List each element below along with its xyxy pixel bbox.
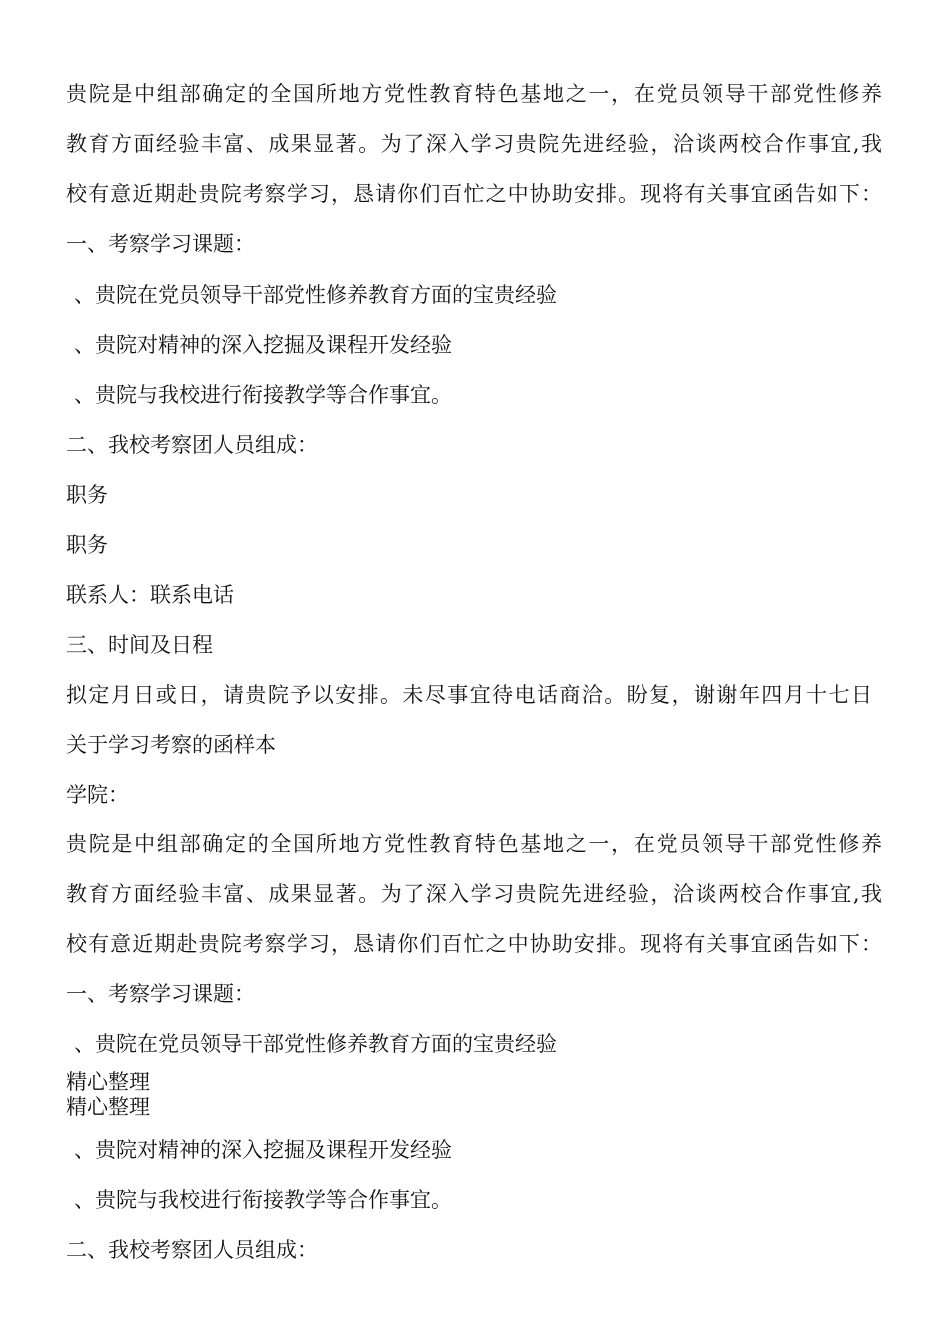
section-heading: 二、我校考察团人员组成： bbox=[66, 433, 318, 457]
paragraph-line: 校有意近期赴贵院考察学习，恳请你们百忙之中协助安排。现将有关事宜函告如下： bbox=[66, 182, 882, 206]
paragraph-line: 教育方面经验丰富、成果显著。为了深入学习贵院先进经验，洽谈两校合作事宜,我 bbox=[66, 882, 882, 906]
section-heading: 一、考察学习课题： bbox=[66, 982, 255, 1006]
paragraph-line: 贵院是中组部确定的全国所地方党性教育特色基地之一，在党员领导干部党性修养 bbox=[66, 832, 882, 856]
paragraph-line: 教育方面经验丰富、成果显著。为了深入学习贵院先进经验，洽谈两校合作事宜,我 bbox=[66, 132, 882, 156]
paragraph-line: 贵院是中组部确定的全国所地方党性教育特色基地之一，在党员领导干部党性修养 bbox=[66, 82, 882, 106]
paragraph-line: 校有意近期赴贵院考察学习，恳请你们百忙之中协助安排。现将有关事宜函告如下： bbox=[66, 932, 882, 956]
section-heading: 二、我校考察团人员组成： bbox=[66, 1238, 318, 1262]
contact-line: 联系人：联系电话 bbox=[66, 583, 234, 607]
list-item: 、贵院对精神的深入挖掘及课程开发经验 bbox=[74, 1138, 452, 1162]
duty-label: 职务 bbox=[66, 533, 108, 557]
section-heading: 三、时间及日程 bbox=[66, 633, 213, 657]
page-footer: 精心整理 bbox=[66, 1070, 150, 1094]
list-item: 、贵院对精神的深入挖掘及课程开发经验 bbox=[74, 333, 452, 357]
list-item: 、贵院在党员领导干部党性修养教育方面的宝贵经验 bbox=[74, 1032, 557, 1056]
schedule-line: 拟定月日或日，请贵院予以安排。未尽事宜待电话商洽。盼复，谢谢年四月十七日 bbox=[66, 683, 872, 707]
section-heading: 一、考察学习课题： bbox=[66, 232, 255, 256]
list-item: 、贵院与我校进行衔接教学等合作事宜。 bbox=[74, 1188, 452, 1212]
list-item: 、贵院与我校进行衔接教学等合作事宜。 bbox=[74, 383, 452, 407]
duty-label: 职务 bbox=[66, 483, 108, 507]
salutation: 学院： bbox=[66, 783, 129, 807]
sample-title: 关于学习考察的函样本 bbox=[66, 733, 276, 757]
page-header: 精心整理 bbox=[66, 1095, 150, 1119]
list-item: 、贵院在党员领导干部党性修养教育方面的宝贵经验 bbox=[74, 283, 557, 307]
